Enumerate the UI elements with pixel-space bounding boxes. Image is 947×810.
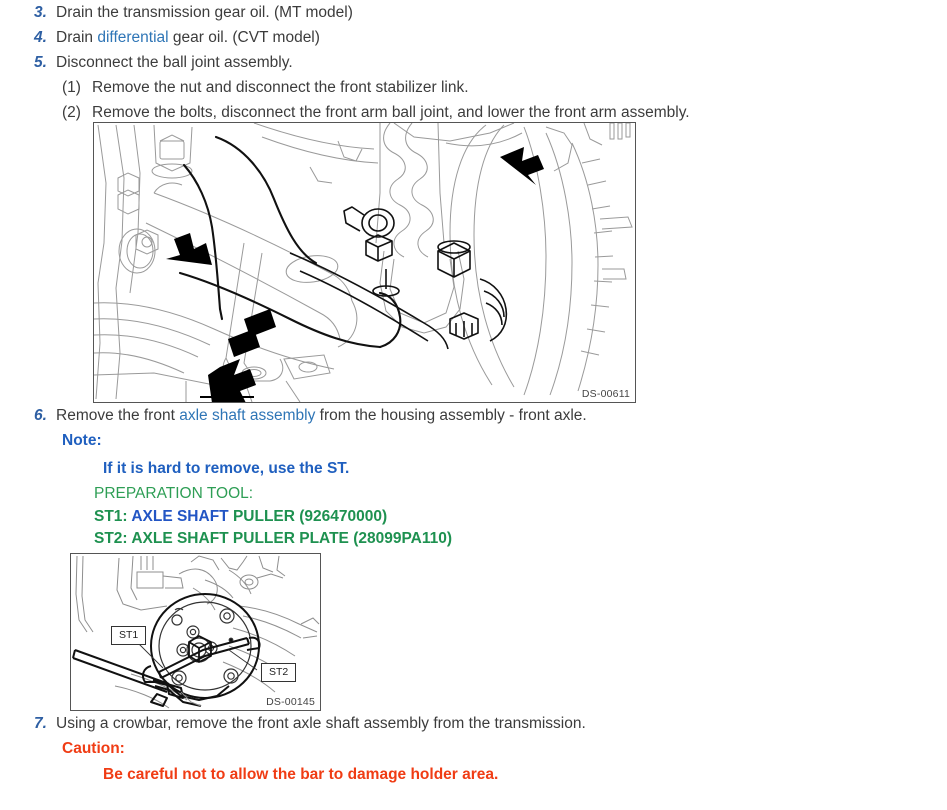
step-5-text xyxy=(56,50,947,75)
substep-2-text: Remove the bolts, disconnect the front arm ball joint, and lower the front arm assembly. xyxy=(92,104,690,121)
callout-st2-label: ST2 xyxy=(269,666,289,678)
step-6-suffix: from the housing assembly - front axle. xyxy=(315,407,587,424)
step-6-number: 6. xyxy=(34,407,47,424)
preparation-tool-st2: ST2: AXLE SHAFT PULLER PLATE (28099PA110) xyxy=(94,530,453,547)
substep-1-text: Remove the nut and disconnect the front stabilizer link. xyxy=(92,79,469,96)
step-7-text: Using a crowbar, remove the front axle shaft assembly from the transmission. xyxy=(56,715,586,732)
step-3-segment: Drain the transmission gear oil. (MT model) xyxy=(56,4,353,21)
substep-2-number: (2) xyxy=(62,104,81,121)
note-heading: Note: xyxy=(62,432,102,449)
step-3-text xyxy=(56,0,947,25)
step-7-number: 7. xyxy=(34,715,47,732)
callout-st1-label: ST1 xyxy=(119,629,139,641)
step-7 xyxy=(0,711,947,736)
figure-1-id: DS-00611 xyxy=(581,388,630,400)
step-4 xyxy=(0,25,947,50)
preparation-tool-st1 xyxy=(0,506,947,528)
st1-axle-shaft-link[interactable]: AXLE SHAFT xyxy=(131,508,229,525)
step-4-suffix: gear oil. (CVT model) xyxy=(168,29,320,46)
caution-heading: Caution: xyxy=(62,740,125,757)
axle-shaft-assembly-link[interactable]: axle shaft assembly xyxy=(179,407,316,424)
callout-st2 xyxy=(261,663,296,682)
st1-label: ST1: xyxy=(94,508,132,525)
callout-st1 xyxy=(111,626,146,645)
caution-body: Be careful not to allow the bar to damage holder area. xyxy=(103,766,499,783)
st1-rest: PULLER (926470000) xyxy=(228,508,388,525)
step-4-number: 4. xyxy=(34,29,47,46)
differential-link[interactable]: differential xyxy=(97,29,169,46)
preparation-tool-heading: PREPARATION TOOL: xyxy=(94,485,254,502)
substep-1 xyxy=(0,75,947,101)
step-6-prefix: Remove the front xyxy=(56,407,180,424)
figure-axle-shaft-puller xyxy=(70,553,321,711)
step-3 xyxy=(0,0,947,25)
step-5 xyxy=(0,50,947,75)
arrow-group xyxy=(166,147,544,402)
step-4-text xyxy=(56,25,947,50)
step-6-text xyxy=(56,403,947,428)
note-body: If it is hard to remove, use the ST. xyxy=(103,460,350,477)
figure-suspension-arm xyxy=(93,122,636,403)
step-4-prefix: Drain xyxy=(56,29,98,46)
step-5-number: 5. xyxy=(34,54,47,71)
step-3-number: 3. xyxy=(34,4,47,21)
step-6 xyxy=(0,403,947,428)
substep-1-number: (1) xyxy=(62,79,81,96)
step-5-segment: Disconnect the ball joint assembly. xyxy=(56,54,293,71)
figure-2-id: DS-00145 xyxy=(266,696,315,708)
